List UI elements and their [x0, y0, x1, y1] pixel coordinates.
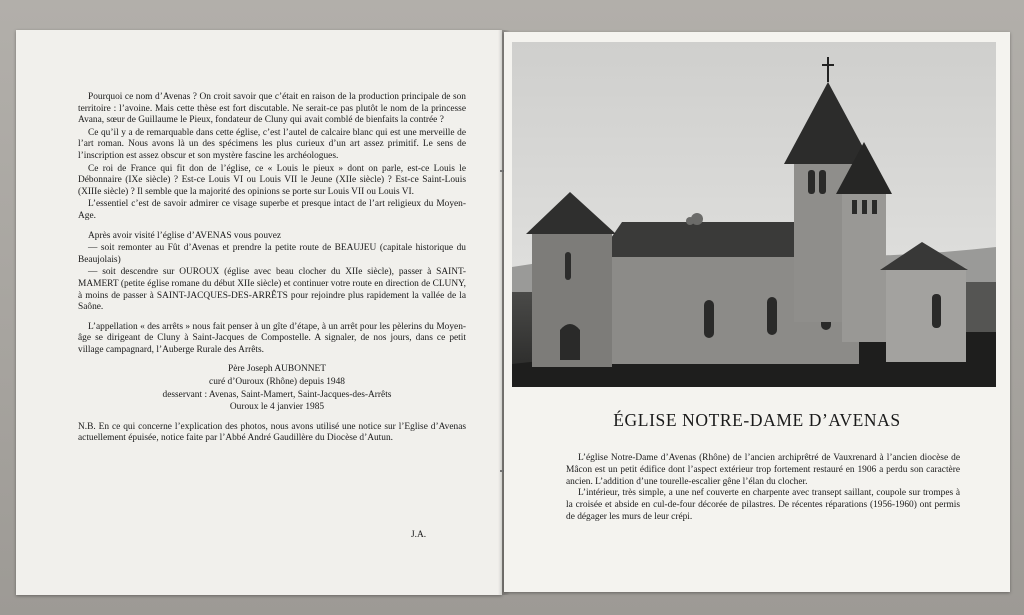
open-booklet	[16, 30, 1010, 595]
route-option-ouroux: — soit descendre sur OUROUX (église avec beau clocher du XIIe siècle), passer à SAINT-MAMERT (petite église romane du début XIIe siècle) et continuer votre route en direction de CLUNY, à moins de passer à SAINT-JACQUES-DES-ARRÊTS pour rejoindre plus rapidement la vallée de la Saône.	[78, 267, 466, 313]
paragraph-king: Ce roi de France qui fit don de l’église, ce « Louis le pieux » dont on parle, est-ce Louis le Débonnaire (IXe siècle) ? Est-ce Louis VI ou Louis VII le Jeune (XIIe siècle) ? Est-ce Saint-Louis (XIIIe siècle) ? Il semble que la majorité des opinions se porte sur Louis VII ou Louis VI.	[78, 163, 466, 197]
church-photograph	[512, 42, 996, 387]
caption-paragraph-interior: L’intérieur, très simple, a une nef couverte en charpente avec transept saillant, coupole sur trompes à la croisée et abside en cul-de-four décorée de pilastres. De récentes réparations (1956-1960) ont permis de dégager les murs de leur crépi.	[566, 488, 960, 522]
paragraph-altar: Ce qu’il y a de remarquable dans cette église, c’est l’autel de calcaire blanc qui est une merveille de l’art roman. Nous avons là un des spécimens les plus curieux d’un art assez primitif. Le sens de l’inscription est assez obscur et son mystère fascine les archéologues.	[78, 127, 466, 161]
right-page	[504, 32, 1010, 592]
note-nb: N.B. En ce qui concerne l’explication des photos, nous avons utilisé une notice sur l’Eglise d’Avenas actuellement épuisée, notice faite par l’Abbé André Gaudillère du Diocèse d’Autun.	[78, 421, 466, 444]
route-option-beaujeu: — soit remonter au Fût d’Avenas et prendre la petite route de BEAUJEU (capitale historique du Beaujolais)	[78, 243, 466, 265]
paragraph-essential: L’essentiel c’est de savoir admirer ce visage superbe et presque intact de l’art religieux du Moyen-Age.	[78, 199, 466, 221]
left-page-text	[78, 92, 466, 446]
left-page	[16, 30, 502, 595]
route-intro: Après avoir visité l’église d’AVENAS vous pouvez	[88, 230, 282, 241]
page-title: ÉGLISE NOTRE-DAME D’AVENAS	[613, 410, 901, 430]
photo-caption	[566, 453, 960, 524]
signature-date: Ouroux le 4 janvier 1985	[229, 402, 325, 413]
signature-title: curé d’Ouroux (Rhône) depuis 1948	[209, 377, 345, 388]
signature-parishes: desservant : Avenas, Saint-Mamert, Saint-Jacques-des-Arrêts	[162, 389, 392, 400]
caption-paragraph-exterior: L’église Notre-Dame d’Avenas (Rhône) de l’ancien archiprêtré de Vauxrenard à l’ancien diocèse de Mâcon est un petit édifice dont l’aspect extérieur trop fortement restauré en 1906 a perdu son caractère ancien. L’addition d’une tourelle-escalier gêne l’élan du clocher.	[566, 453, 960, 487]
author-initials: J.A.	[411, 530, 427, 540]
paragraph-appellation: L’appellation « des arrêts » nous fait penser à un gîte d’étape, à un arrêt pour les pèlerins du Moyen-âge se dirigeant de Cluny à Saint-Jacques de Compostelle. A signaler, de nos jours, dans ce petit village campagnard, l’Auberge Rurale des Arrêts.	[78, 321, 466, 355]
paragraph-avenas-name: Pourquoi ce nom d’Avenas ? On croit savoir que c’était en raison de la production principale de son territoire : l’avoine. Mais cette thèse est fort discutable. Ne serait-ce pas plutôt le nom de la princesse Avana, sœur de Guillaume le Pieux, fondateur de Cluny qui avait comblé de bienfaits la contrée ?	[78, 92, 466, 126]
signature-name: Père Joseph AUBONNET	[228, 364, 326, 375]
